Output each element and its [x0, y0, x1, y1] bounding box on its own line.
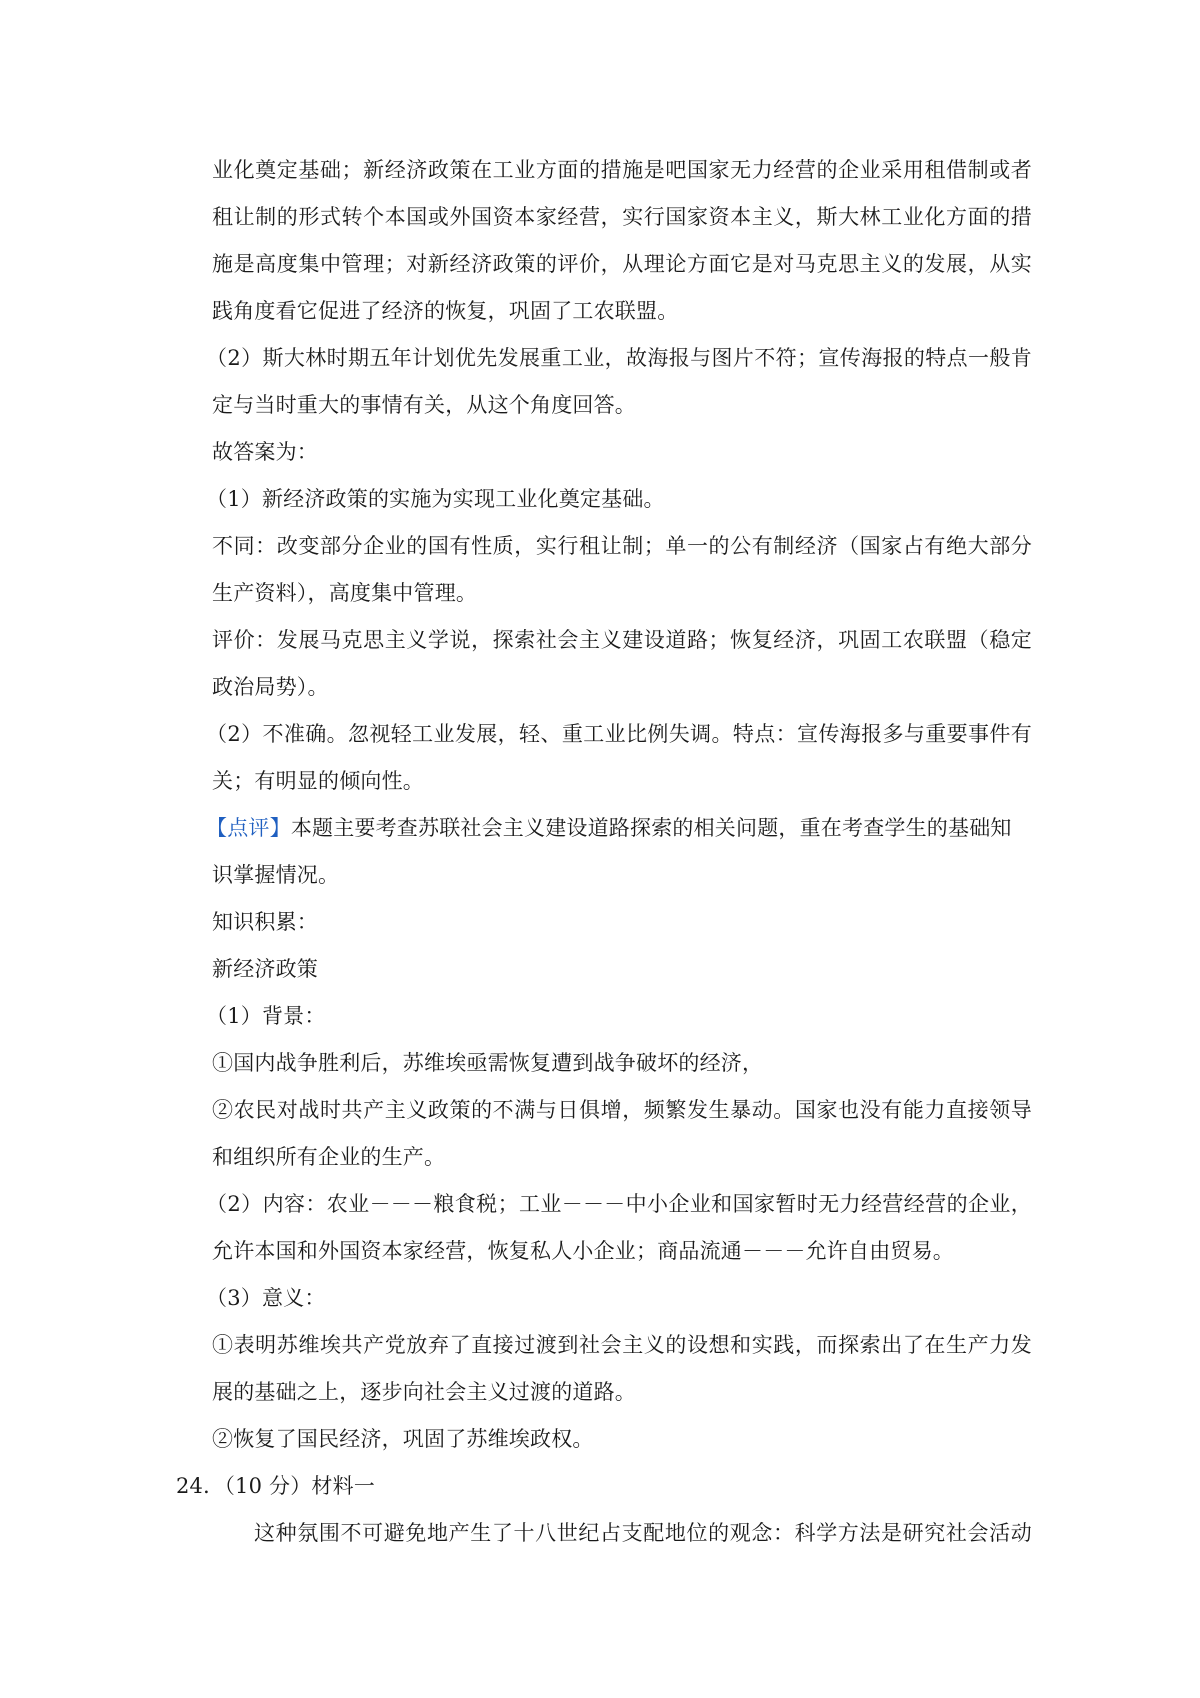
text-line: 生产资料），高度集中管理。 [212, 581, 478, 605]
text-line: （2）不准确。忽视轻工业发展，轻、重工业比例失调。特点：宣传海报多与重要事件有 [206, 722, 1032, 746]
text-line: 知识积累： [212, 910, 318, 934]
question-text: 这种氛围不可避免地产生了十八世纪占支配地位的观念：科学方法是研究社会活动 [254, 1521, 1032, 1545]
text-line: 租让制的形式转个本国或外国资本家经营，实行国家资本主义，斯大林工业化方面的措 [212, 205, 1032, 229]
text-line: 践角度看它促进了经济的恢复，巩固了工农联盟。 [212, 299, 679, 323]
text-line: 施是高度集中管理；对新经济政策的评价，从理论方面它是对马克思主义的发展，从实 [212, 252, 1032, 276]
question-heading: 24．（10 分）材料一 [176, 1474, 376, 1498]
text-line: （1）新经济政策的实施为实现工业化奠定基础。 [206, 487, 665, 511]
text-line: （3）意义： [206, 1286, 326, 1310]
text-line: ②恢复了国民经济，巩固了苏维埃政权。 [212, 1427, 594, 1451]
text-line: 故答案为： [212, 440, 318, 464]
comment-tag: 【点评】 [206, 816, 291, 840]
text-line: 允许本国和外国资本家经营，恢复私人小企业；商品流通－－－允许自由贸易。 [212, 1239, 954, 1263]
text-line: 新经济政策 [212, 957, 318, 981]
comment-line [206, 813, 1026, 843]
text-line: 评价：发展马克思主义学说，探索社会主义建设道路；恢复经济，巩固工农联盟（稳定 [212, 628, 1032, 652]
text-line: （1）背景： [206, 1004, 326, 1028]
text-line: 识掌握情况。 [212, 863, 340, 887]
text-line: 关；有明显的倾向性。 [212, 769, 424, 793]
text-line: ②农民对战时共产主义政策的不满与日俱增，频繁发生暴动。国家也没有能力直接领导 [212, 1098, 1032, 1122]
text-line: 政治局势）。 [212, 675, 329, 699]
text-line: ①国内战争胜利后，苏维埃亟需恢复遭到战争破坏的经济， [212, 1051, 764, 1075]
text-line: 定与当时重大的事情有关，从这个角度回答。 [212, 393, 636, 417]
text-line: ①表明苏维埃共产党放弃了直接过渡到社会主义的设想和实践，而探索出了在生产力发 [212, 1333, 1032, 1357]
text-line: 展的基础之上，逐步向社会主义过渡的道路。 [212, 1380, 636, 1404]
text-line: （2）斯大林时期五年计划优先发展重工业，故海报与图片不符；宣传海报的特点一般肯 [206, 346, 1032, 370]
comment-text: 本题主要考查苏联社会主义建设道路探索的相关问题，重在考查学生的基础知 [290, 816, 1012, 840]
text-line: 不同：改变部分企业的国有性质，实行租让制；单一的公有制经济（国家占有绝大部分 [212, 534, 1032, 558]
text-line: 业化奠定基础；新经济政策在工业方面的措施是吧国家无力经营的企业采用租借制或者 [212, 158, 1032, 182]
text-line: （2）内容：农业－－－粮食税；工业－－－中小企业和国家暂时无力经营经营的企业， [206, 1192, 1032, 1216]
text-line: 和组织所有企业的生产。 [212, 1145, 446, 1169]
